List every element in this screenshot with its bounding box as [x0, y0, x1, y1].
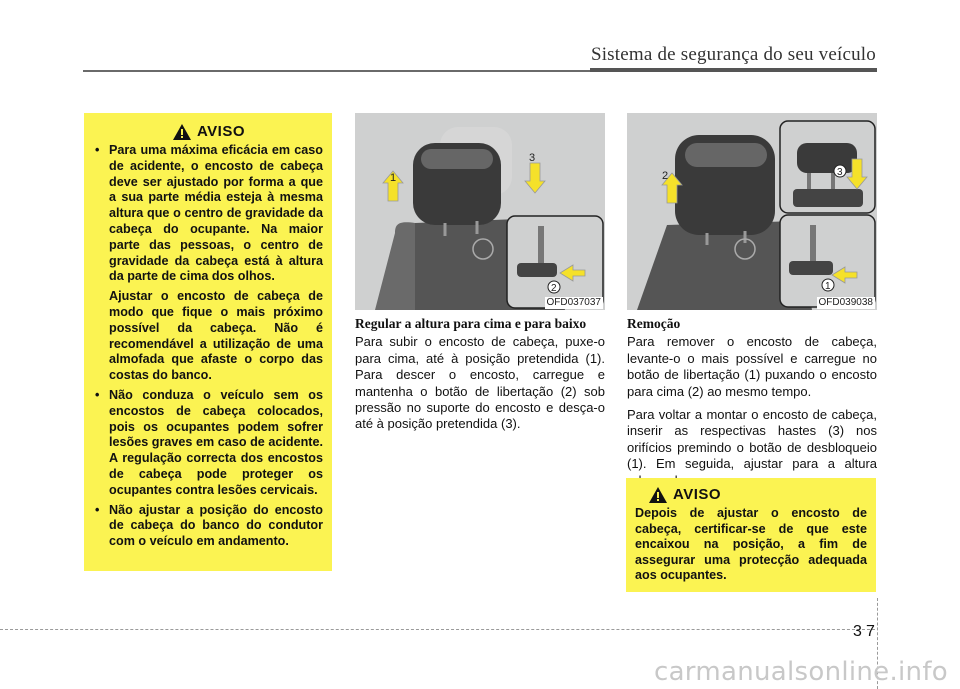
callout-3: 3 [837, 167, 843, 178]
bullet: • [95, 387, 100, 402]
warning-list [95, 143, 323, 550]
warning-box-left [84, 113, 332, 571]
figure-headrest-adjust [355, 113, 605, 310]
section-remove [627, 316, 877, 496]
warning-header [635, 486, 867, 503]
callout-1: 1 [390, 172, 397, 184]
warning-paragraph: Depois de ajustar o encosto de cabeça, certificar-se de que este encaixou na posição, a fim de assegurar uma protecção adequada aos ocupantes. [635, 506, 867, 583]
warning-header [95, 123, 323, 140]
figure-code: OFD039038 [818, 297, 873, 308]
section-number: 3 [853, 623, 862, 640]
callout-3: 3 [529, 152, 536, 164]
warning-title: AVISO [196, 123, 246, 140]
figure-code: OFD037037 [546, 297, 601, 308]
bullet: • [95, 502, 100, 517]
warning-paragraph: Ajustar o encosto de cabeça de modo que fique o mais próximo possível da cabeça. Não é recomendável a utilização de uma almofada que afaste o corpo das costas do banco. [109, 289, 323, 383]
warning-paragraph: Não ajustar a posição do encosto de cabeça do banco do condutor com o veículo em andamento. [109, 502, 323, 549]
warning-triangle-icon [649, 487, 667, 503]
warning-triangle-icon [173, 124, 191, 140]
callout-2: 2 [662, 170, 669, 182]
section-paragraph: Para remover o encosto de cabeça, levante-o o mais possível e carregue no botão de libertação (1) puxando o encosto para cima (2) ao mesmo tempo. [627, 334, 877, 399]
header-rule-accent [590, 68, 877, 72]
callout-1: 1 [825, 281, 831, 292]
warning-title: AVISO [673, 486, 722, 503]
bullet: • [95, 143, 100, 157]
down-arrow-icon [525, 163, 545, 193]
figure-headrest-removal [627, 113, 877, 310]
page-number: 7 [866, 623, 875, 640]
section-heading: Regular a altura para cima e para baixo [355, 316, 587, 331]
warning-item [95, 503, 323, 550]
warning-item [95, 143, 323, 384]
section-paragraph: Para voltar a montar o encosto de cabeça, inserir as respectivas hastes (3) nos orifícios premindo o botão de desbloqueio (1). Em seguida, ajustar para a altura [627, 407, 877, 472]
callout-2: 2 [551, 283, 557, 294]
warning-paragraph: Não conduza o veículo sem os encostos de cabeça colocados, pois os ocupantes podem sofrer lesões graves em caso de acidente. A regulação correcta dos encostos de cabeça pode proteger os ocupantes contra lesões cervicais. [109, 387, 323, 497]
page-header-title: Sistema de segurança do seu veículo [590, 44, 876, 65]
warning-paragraph: Para uma máxima eficácia em caso de acidente, o encosto de cabeça deve ser ajustado por forma a que a sua parte média esteja à mesma altura que o centro de gravidade da cabeça do ocupante. Na maior parte das pessoas, o centro de gravidade da cabeça está à altura da parte de cima dos olhos. [109, 143, 323, 284]
warning-box-right [626, 478, 876, 592]
section-heading: Remoção [627, 316, 681, 331]
headrest-adjust-illustration [355, 113, 605, 310]
footer-rule [0, 629, 875, 630]
warning-item [95, 388, 323, 499]
headrest-removal-illustration [627, 113, 877, 310]
watermark: carmanualsonline.info [653, 657, 948, 687]
section-adjust [355, 316, 605, 440]
section-paragraph: Para subir o encosto de cabeça, puxe-o para cima, até à posição pretendida (1). Para descer o encosto, carregue e mantenha o botão de libertação (2) sob pressão no suporte do encosto e desça-o até à posição pretendida (3). [355, 334, 605, 432]
